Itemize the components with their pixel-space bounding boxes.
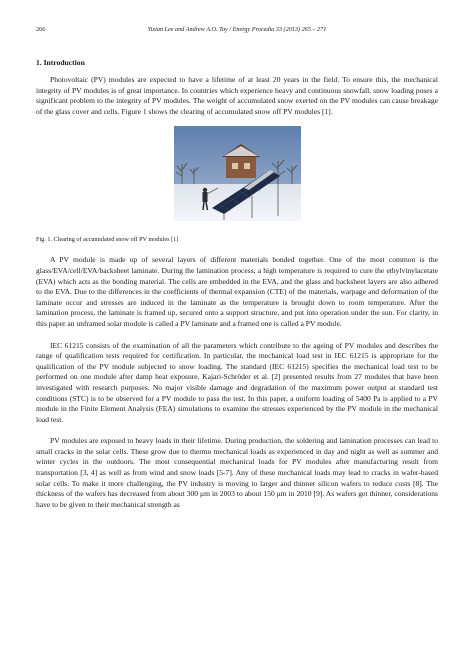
figure-1-caption: Fig. 1. Clearing of accumulated snow off PV modules [1] (36, 236, 179, 244)
page-header (36, 26, 438, 40)
snow-solar-photo (174, 126, 301, 221)
paragraph-4: PV modules are exposed to heavy loads in their lifetime. During production, the soldering and lamination processes can lead to small cracks in the solar cells. These grow due to thermo mechanical loads as experienced in day and night as well as summer and winter cycles in the outdoors. The most consequential mechanical loads for PV modules after manufacturing result from transportation [3, 4] as well as from wind and snow loads [5-7]. Any of these mechanical loads may lead to cracks in wafer-based solar cells. To make it more challenging, the PV industry is moving to larger and thinner silicon wafers to reduce costs [8]. The thickness of the wafers has decreased from about 300 μm in 2003 to about 150 μm in 2010 [9]. As wafers get thinner, considerations have to be given to their mechanical strength as (36, 436, 438, 509)
paragraph-1: Photovoltaic (PV) modules are expected to have a lifetime of at least 20 years in the field. To ensure this, the mechanical integrity of PV modules is of great importance. In countries which experience heavy and continuous snowfall, snow loading poses a significant problem to the integrity of PV modules. The weight of accumulated snow exerted on the PV modules can cause breakage of the glass cover and cells. Figure 1 shows the clearing of accumulated snow off PV modules [1]. (36, 75, 438, 116)
paragraph-2: A PV module is made up of several layers of different materials bonded together. One of the most common is the glass/EVA/cell/EVA/backsheet laminate. During the lamination process, a high temperature is required to cure the ethylvinylacetate (EVA) which acts as the bonding material. The cells are embedded in the EVA, and the glass and backsheet layers are also adhered to the EVA. Due to the differences in the coefficients of thermal expansion (CTE) of the materials, warpage and deformation of the laminate occur and stresses are induced in the laminate as the temperature is brought down to room temperature. After the lamination process, the laminate is framed up, secured onto a support structure, and put into operation under the sun. For clarity, in this paper an unframed solar module is called a PV laminate and a framed one is called a PV module. (36, 255, 438, 328)
paragraph-3: IEC 61215 consists of the examination of all the parameters which contribute to the ageing of PV modules and describes the range of qualification tests required for certification. In particular, the mechanical load test in IEC 61215 is appropriate for the qualification of the PV module subjected to snow loading. The standard (IEC 61215) specifies the mechanical load test to be performed on one module after damp heat exposure. Kajari-Schröder et al. [2] presented results from 27 modules that have been investigated with research purposes. No major visible damage and degradation of the maximum power output at standard test conditions (STC) is to be observed for a PV module to pass the test. In this paper, a uniform loading of 5400 Pa is applied to a PV module in the Finite Element Analysis (FEA) simulations to examine the stresses experienced by the PV module in the mechanical load test. (36, 340, 438, 424)
section-heading: 1. Introduction (36, 58, 85, 67)
running-head: Yixian Lee and Andrew A.O. Tay / Energy Procedia 33 (2013) 265 – 271 (147, 26, 327, 33)
page-number: 266 (36, 26, 46, 33)
figure-1-photo (174, 126, 301, 221)
